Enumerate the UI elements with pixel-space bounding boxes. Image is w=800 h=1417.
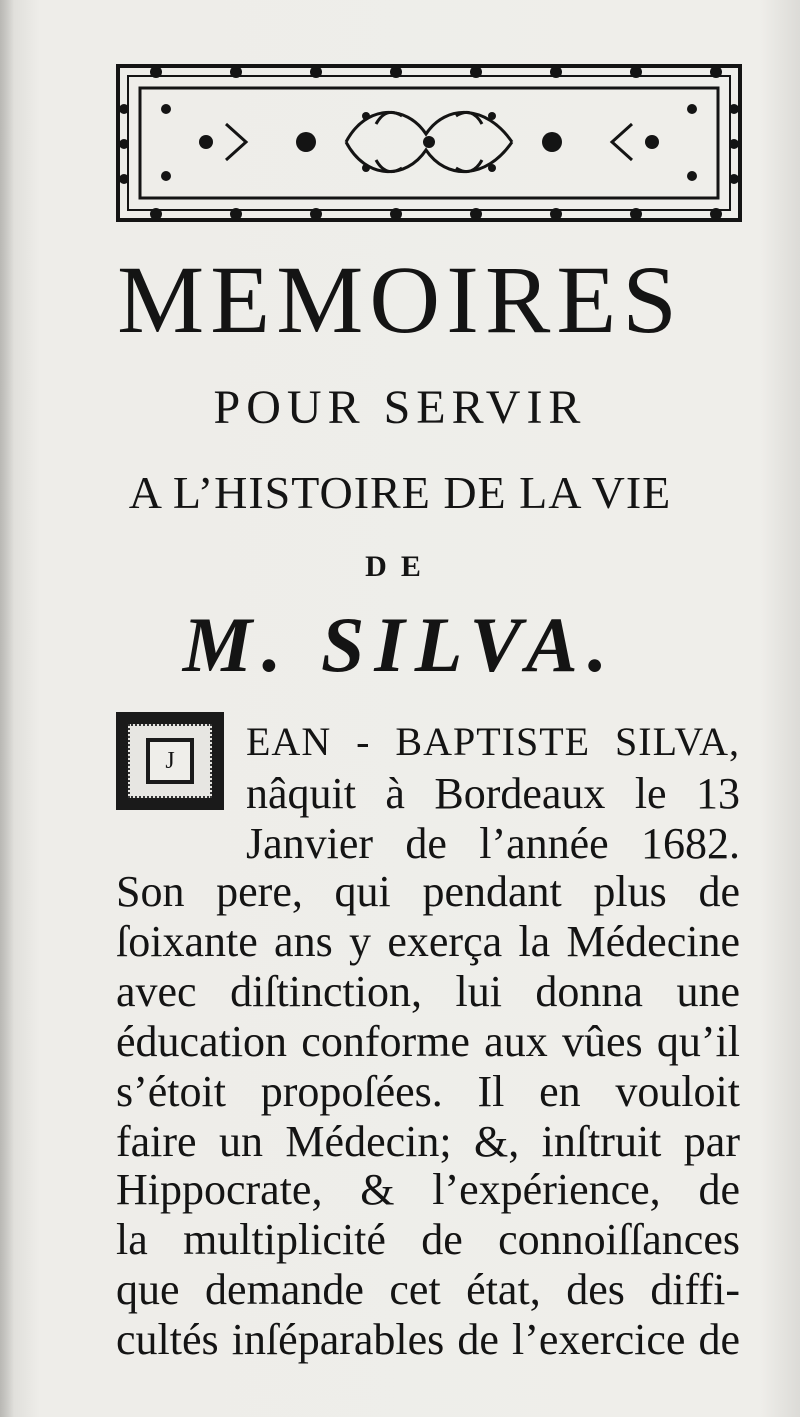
- body-line: nâquit à Bordeaux le 13: [246, 769, 740, 818]
- body-line: Hippocrate, & l’expérience, de: [116, 1165, 740, 1214]
- title-subtitle-1: POUR SERVIR: [213, 381, 587, 434]
- title-name: M. SILVA.: [182, 601, 618, 688]
- ornamental-header-band: [116, 64, 742, 222]
- title-subtitle-2: A L’HISTOIRE DE LA VIE: [128, 467, 672, 518]
- drop-cap-core: [146, 738, 194, 784]
- title-de: DE: [365, 550, 435, 583]
- drop-cap: [116, 712, 224, 810]
- body-line: Janvier de l’année 1682.: [246, 819, 740, 868]
- body-line: que demande cet état, des diffi-: [116, 1265, 740, 1314]
- body-line: Son pere, qui pendant plus de: [116, 867, 740, 916]
- body-line: faire un Médecin; &, inſtruit par: [116, 1117, 740, 1166]
- body-line: avec diſtinction, lui donna une: [116, 967, 740, 1016]
- body-line: s’étoit propoſées. Il en vouloit: [116, 1067, 740, 1116]
- ornament-illustration: [116, 64, 742, 222]
- body-line: EAN - BAPTISTE SILVA,: [246, 719, 740, 764]
- gutter-shadow: [0, 0, 14, 1417]
- body-line: la multiplicité de connoiſſances: [116, 1215, 740, 1264]
- drop-cap-letter: J: [150, 742, 190, 780]
- body-line: cultés inſéparables de l’exercice de: [116, 1315, 740, 1364]
- title-main: MEMOIRES: [117, 246, 683, 353]
- body-line: ſoixante ans y exerça la Médecine: [116, 917, 740, 966]
- body-line: éducation conforme aux vûes qu’il: [116, 1017, 740, 1066]
